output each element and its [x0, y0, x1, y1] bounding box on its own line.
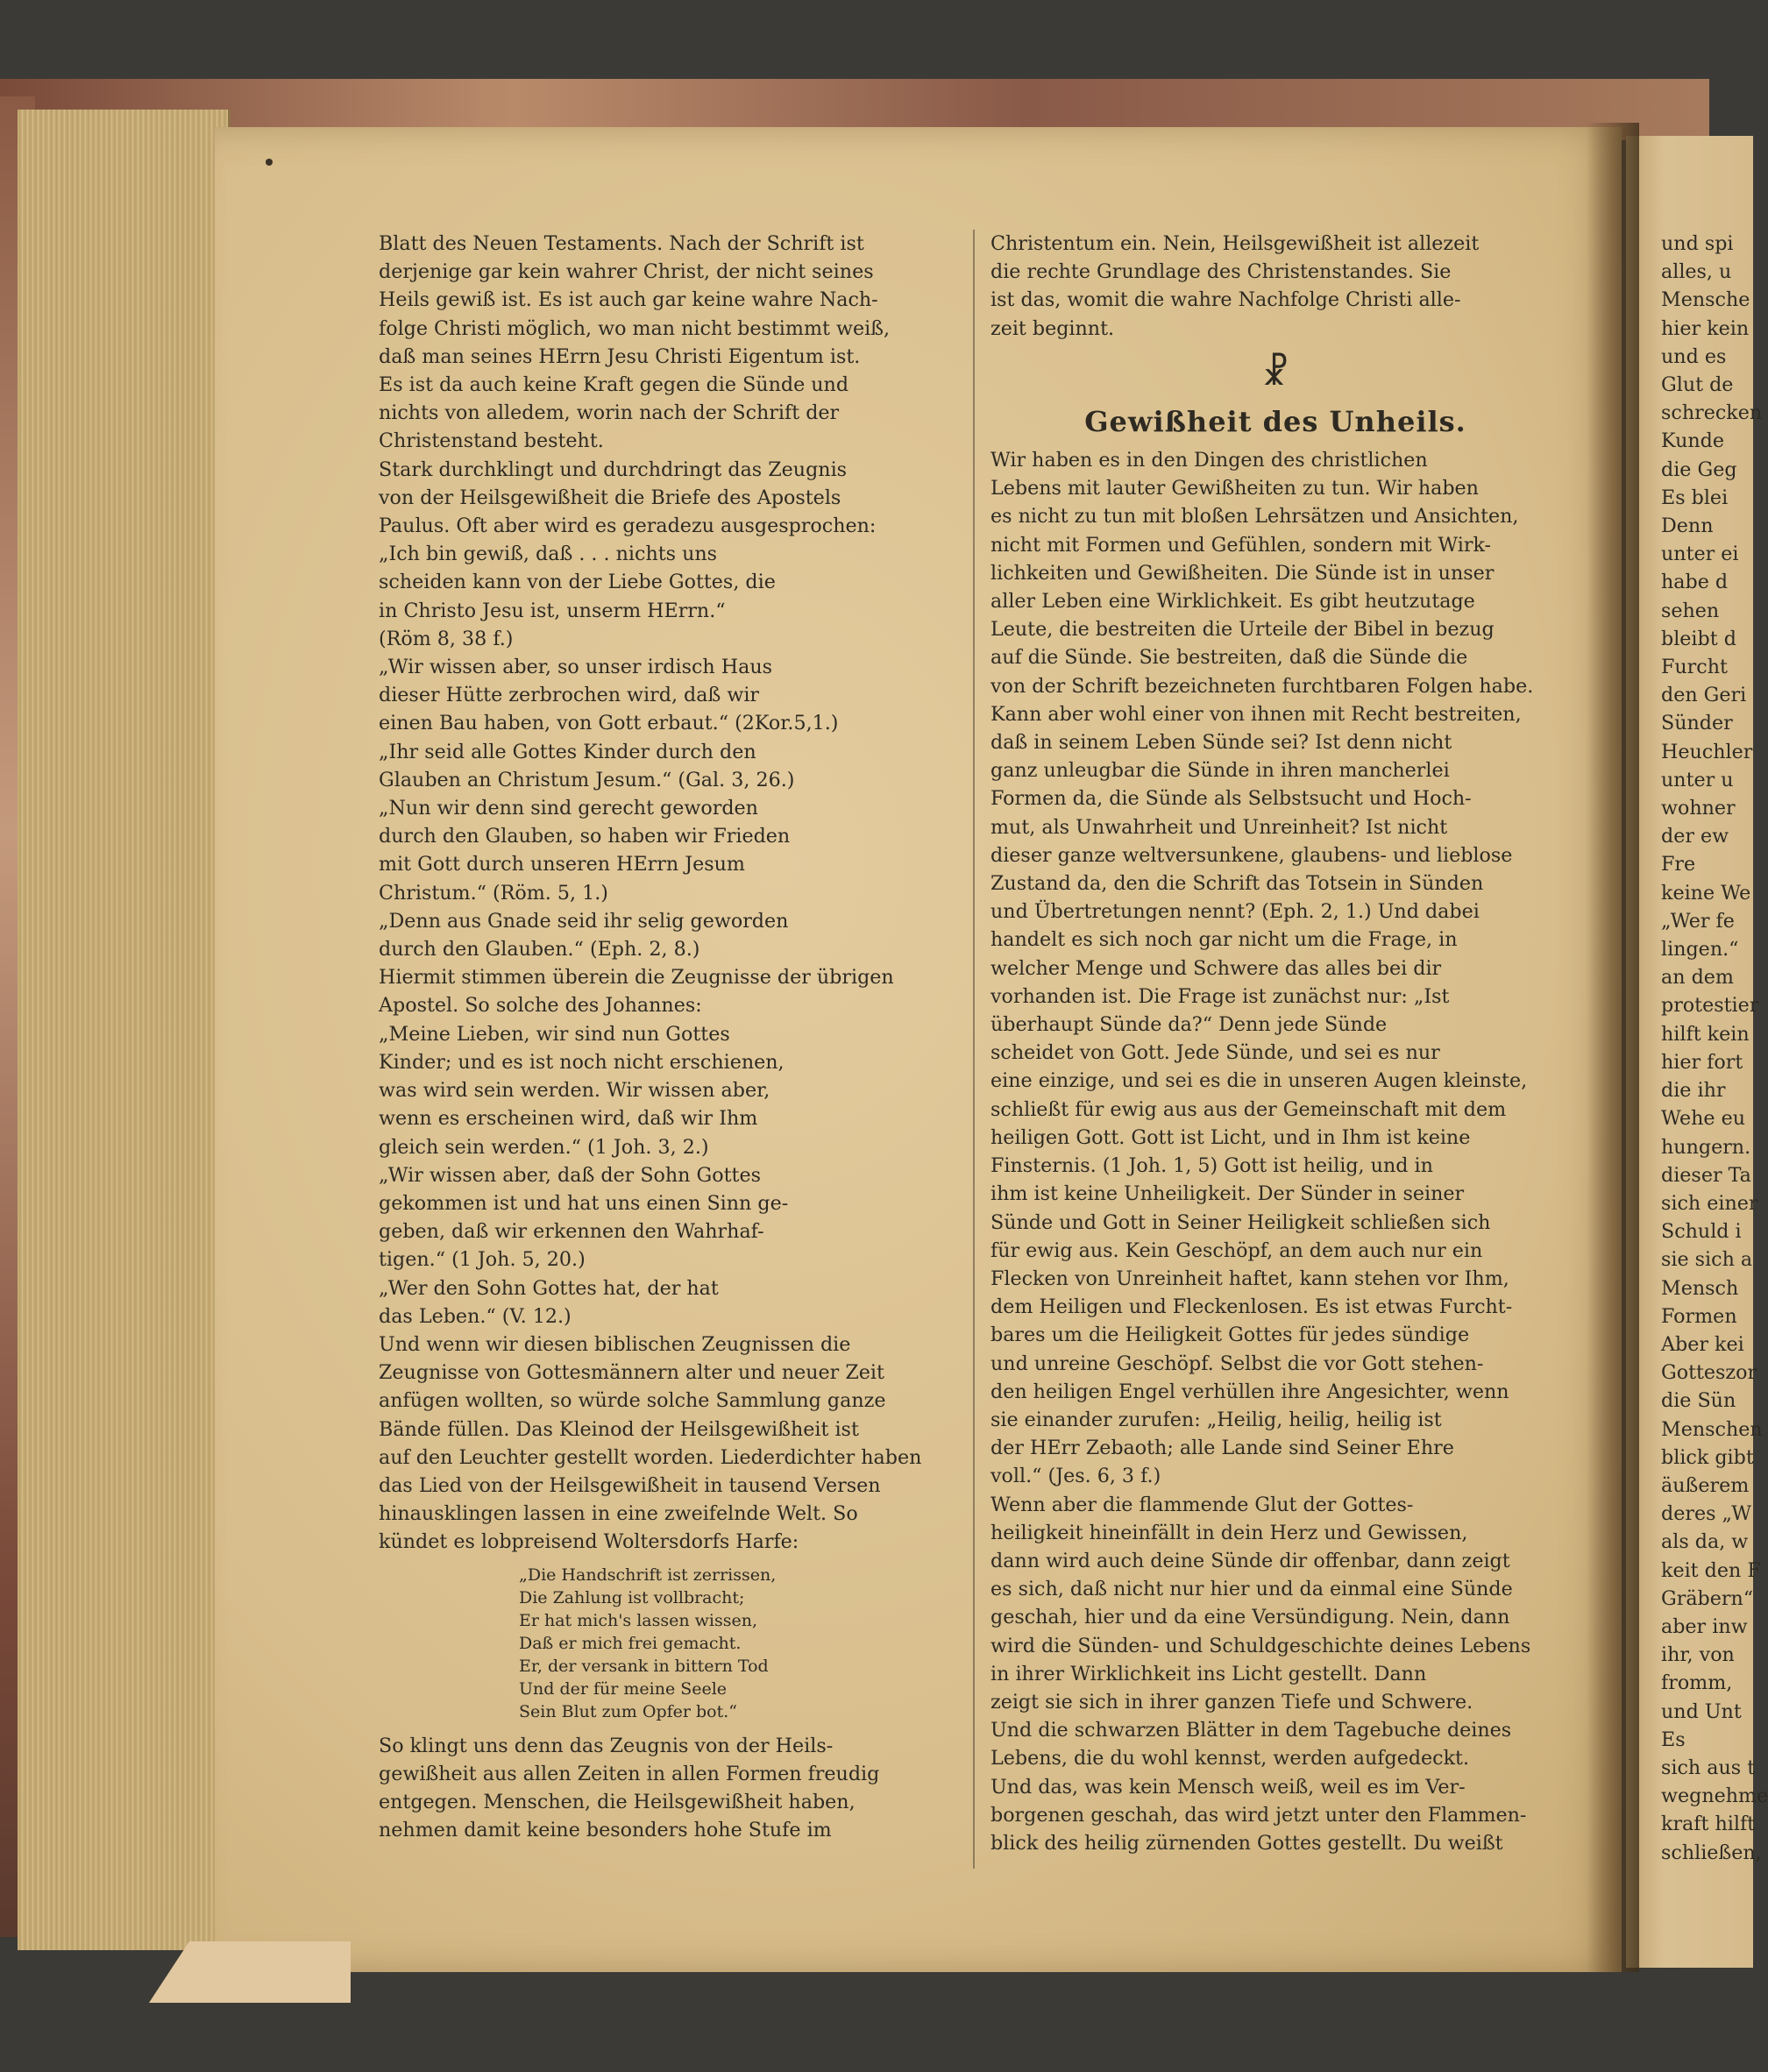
text-line: Bände füllen. Das Kleinod der Heilsgewißheit ist: [379, 1417, 859, 1441]
text-line: Christenstand besteht.: [379, 429, 604, 453]
text-line: es sich, daß nicht nur hier und da einmal eine Sünde: [991, 1578, 1513, 1601]
text-line: Hiermit stimmen überein die Zeugnisse der übrigen: [379, 966, 894, 990]
fragment-line: Gotteszor: [1661, 1361, 1757, 1385]
text-line: ihm ist keine Unheiligkeit. Der Sünder in seiner: [991, 1182, 1465, 1206]
text-line: Kinder; und es ist noch nicht erschienen,: [379, 1050, 785, 1074]
text-line: lichkeiten und Gewißheiten. Die Sünde ist in unser: [991, 561, 1495, 585]
text-line: Blatt des Neuen Testaments. Nach der Schrift ist: [379, 232, 864, 255]
text-line: „Ihr seid alle Gottes Kinder durch den: [379, 740, 756, 763]
text-line: vorhanden ist. Die Frage ist zunächst nur: „Ist: [991, 984, 1450, 1008]
text-line: in Christo Jesu ist, unserm HErrn.“: [379, 599, 726, 622]
text-line: überhaupt Sünde da?“ Denn jede Sünde: [991, 1013, 1388, 1037]
poem-line: Und der für meine Seele: [519, 1678, 728, 1699]
text-line: gekommen ist und hat uns einen Sinn ge-: [379, 1191, 789, 1215]
fragment-line: keine We: [1661, 881, 1751, 905]
text-line: mit Gott durch unseren HErrn Jesum: [379, 853, 745, 876]
text-line: Lebens mit lauter Gewißheiten zu tun. Wir haben: [991, 477, 1479, 500]
text-line: für ewig aus. Kein Geschöpf, an dem auch nur ein: [991, 1238, 1483, 1262]
text-line: anfügen wollten, so würde solche Sammlung ganze: [379, 1389, 886, 1413]
fragment-line: „Wer fe: [1661, 909, 1735, 933]
text-line: einen Bau haben, von Gott erbaut.“ (2Kor.5,1.): [379, 712, 839, 735]
right-paragraph-lines: [991, 446, 1560, 1857]
fragment-line: Denn: [1661, 514, 1714, 538]
text-line: Finsternis. (1 Joh. 1, 5) Gott ist heilig, und in: [991, 1154, 1433, 1178]
text-line: schließt für ewig aus aus der Gemeinschaft mit dem: [991, 1097, 1507, 1121]
text-line: Lebens, die du wohl kennst, werden aufgedeckt.: [991, 1747, 1469, 1770]
ornament-icon: ☧: [1261, 352, 1289, 394]
text-line: Wenn aber die flammende Glut der Gottes-: [991, 1493, 1414, 1516]
text-line: „Denn aus Gnade seid ihr selig geworden: [379, 909, 789, 933]
fragment-line: alles, u: [1661, 260, 1732, 284]
fragment-line: Glut de: [1661, 373, 1734, 397]
text-line: heiligen Gott. Gott ist Licht, und in Ihm ist keine: [991, 1125, 1471, 1149]
fragment-line: der ew: [1661, 825, 1729, 848]
fragment-line: Formen: [1661, 1304, 1737, 1328]
text-line: gleich sein werden.“ (1 Joh. 3, 2.): [379, 1135, 709, 1159]
text-line: Zeugnisse von Gottesmännern alter und neuer Zeit: [379, 1361, 884, 1385]
fragment-line: sich einer: [1661, 1191, 1758, 1215]
text-line: durch den Glauben, so haben wir Frieden: [379, 825, 791, 848]
text-line: „Nun wir denn sind gerecht geworden: [379, 797, 758, 820]
text-line: tigen.“ (1 Joh. 5, 20.): [379, 1248, 586, 1272]
text-line: gewißheit aus allen Zeiten in allen Formen freudig: [379, 1762, 880, 1785]
fragment-line: lingen.“: [1661, 938, 1739, 961]
text-line: ganz unleugbar die Sünde in ihren mancherlei: [991, 759, 1450, 783]
section-heading: Gewißheit des Unheils.: [1084, 404, 1466, 438]
fragment-line: den Geri: [1661, 684, 1747, 707]
fragment-line: Gräbern“: [1661, 1586, 1754, 1610]
text-line: kündet es lobpreisend Woltersdorfs Harfe:: [379, 1530, 799, 1554]
poem-line: Sein Blut zum Opfer bot.“: [519, 1701, 737, 1721]
fragment-line: die Geg: [1661, 458, 1737, 481]
fragment-line: Heuchler: [1661, 740, 1753, 763]
poem-block: [379, 1564, 957, 1723]
fragment-line: hier kein: [1661, 316, 1750, 340]
text-line: ist das, womit die wahre Nachfolge Christi alle-: [991, 288, 1461, 312]
text-line: auf die Sünde. Sie bestreiten, daß die Sünde die: [991, 646, 1468, 670]
text-line: bares um die Heiligkeit Gottes für jedes sündige: [991, 1323, 1470, 1347]
text-line: Sünde und Gott in Seiner Heiligkeit schließen sich: [991, 1210, 1491, 1234]
fragment-line: Sünder: [1661, 712, 1733, 735]
fragment-line: schrecken: [1661, 401, 1763, 425]
fragment-line: unter ei: [1661, 543, 1739, 566]
fragment-line: Fre: [1661, 853, 1696, 876]
text-line: zeit beginnt.: [991, 316, 1115, 340]
left-closing-lines: [379, 1732, 957, 1845]
text-line: heiligkeit hineinfällt in dein Herz und Gewissen,: [991, 1521, 1468, 1544]
poem-line: Er, der versank in bittern Tod: [519, 1656, 769, 1676]
text-line: Formen da, die Sünde als Selbstsucht und Hoch-: [991, 787, 1472, 811]
text-line: was wird sein werden. Wir wissen aber,: [379, 1079, 770, 1103]
fragment-line: die ihr: [1661, 1079, 1726, 1103]
text-line: voll.“ (Jes. 6, 3 f.): [991, 1465, 1161, 1488]
page-stack-edge: [18, 110, 231, 1950]
text-line: „Wer den Sohn Gottes hat, der hat: [379, 1276, 719, 1300]
fragment-line: habe d: [1661, 571, 1729, 594]
text-line: entgegen. Menschen, die Heilsgewißheit haben,: [379, 1790, 856, 1813]
text-line: durch den Glauben.“ (Eph. 2, 8.): [379, 938, 700, 961]
poem-line: Daß er mich frei gemacht.: [519, 1633, 742, 1653]
fragment-line: hier fort: [1661, 1050, 1743, 1074]
text-line: dieser Hütte zerbrochen wird, daß wir: [379, 684, 760, 707]
fragment-line: bleibt d: [1661, 627, 1736, 650]
text-line: „Wir wissen aber, so unser irdisch Haus: [379, 656, 773, 679]
fragment-line: Aber kei: [1661, 1332, 1744, 1356]
text-line: scheidet von Gott. Jede Sünde, und sei es nur: [991, 1041, 1440, 1065]
fragment-line: Mensch: [1661, 1276, 1739, 1300]
poem-line: „Die Handschrift ist zerrissen,: [519, 1565, 777, 1585]
text-line: Glauben an Christum Jesum.“ (Gal. 3, 26.): [379, 768, 795, 791]
left-paragraph-lines: [379, 230, 957, 1557]
right-text-column: [991, 230, 1560, 1857]
text-line: in ihrer Wirklichkeit ins Licht gestellt. Dann: [991, 1662, 1427, 1685]
text-line: Zustand da, den die Schrift das Totsein in Sünden: [991, 872, 1484, 896]
text-line: von der Schrift bezeichneten furchtbaren Folgen habe.: [991, 674, 1534, 698]
fragment-line: sich aus t: [1661, 1756, 1756, 1779]
poem-line: Die Zahlung ist vollbracht;: [519, 1587, 745, 1607]
fragment-line: die Sün: [1661, 1389, 1736, 1413]
fragment-line: sehen: [1661, 599, 1720, 622]
text-line: derjenige gar kein wahrer Christ, der nicht seines: [379, 260, 874, 284]
fragment-line: Kunde: [1661, 429, 1725, 453]
text-line: Christentum ein. Nein, Heilsgewißheit ist allezeit: [991, 232, 1480, 255]
text-line: Christum.“ (Röm. 5, 1.): [379, 881, 608, 905]
fragment-line: dieser Ta: [1661, 1163, 1751, 1187]
page-tab: [149, 1941, 351, 2003]
text-line: sie einander zurufen: „Heilig, heilig, heilig ist: [991, 1408, 1442, 1431]
text-line: nehmen damit keine besonders hohe Stufe im: [379, 1819, 832, 1842]
text-line: dieser ganze weltversunkene, glaubens- und lieblose: [991, 843, 1513, 867]
fragment-line: Schuld i: [1661, 1220, 1742, 1244]
next-page-column-fragment: [1661, 230, 1768, 1867]
fragment-line: wegnehme: [1661, 1785, 1768, 1808]
fragment-line: und Unt: [1661, 1699, 1742, 1723]
text-line: eine einzige, und sei es die in unseren Augen kleinste,: [991, 1069, 1528, 1093]
fragment-line: fromm,: [1661, 1671, 1733, 1695]
text-line: „Ich bin gewiß, daß . . . nichts uns: [379, 543, 718, 566]
text-line: Flecken von Unreinheit haftet, kann stehen vor Ihm,: [991, 1267, 1509, 1290]
text-line: handelt es sich noch gar nicht um die Frage, in: [991, 928, 1458, 952]
text-line: nicht mit Formen und Gefühlen, sondern mit Wirk-: [991, 533, 1492, 557]
fragment-line: und es: [1661, 344, 1727, 368]
text-line: von der Heilsgewißheit die Briefe des Apostels: [379, 486, 841, 509]
fragment-line: hungern.: [1661, 1135, 1751, 1159]
fragment-line: protestier: [1661, 994, 1759, 1018]
text-line: borgenen geschah, das wird jetzt unter den Flammen-: [991, 1803, 1527, 1827]
fragment-line: kraft hilft: [1661, 1813, 1756, 1836]
fragment-line: als da, w: [1661, 1530, 1749, 1554]
text-line: wird die Sünden- und Schuldgeschichte deines Lebens: [991, 1634, 1531, 1657]
text-line: daß man seines HErrn Jesu Christi Eigentum ist.: [379, 344, 861, 368]
text-line: nichts von alledem, worin nach der Schrift der: [379, 401, 840, 425]
left-text-column: [379, 230, 957, 1844]
text-line: blick des heilig zürnenden Gottes gestellt. Du weißt: [991, 1831, 1503, 1855]
column-divider: [973, 230, 975, 1869]
fragment-line: Es: [1661, 1728, 1686, 1751]
fragment-line: Wehe eu: [1661, 1107, 1746, 1131]
text-line: Kann aber wohl einer von ihnen mit Recht bestreiten,: [991, 702, 1522, 726]
fragment-line: unter u: [1661, 768, 1734, 791]
text-line: Und das, was kein Mensch weiß, weil es im Ver-: [991, 1775, 1466, 1799]
text-line: Paulus. Oft aber wird es geradezu ausgesprochen:: [379, 514, 877, 538]
text-line: den heiligen Engel verhüllen ihre Angesichter, wenn: [991, 1380, 1509, 1403]
fragment-line: keit den F: [1661, 1558, 1761, 1582]
text-line: aller Leben eine Wirklichkeit. Es gibt heutzutage: [991, 590, 1475, 614]
fragment-line: und spi: [1661, 232, 1734, 255]
text-line: zeigt sie sich in ihrer ganzen Tiefe und Schwere.: [991, 1690, 1473, 1714]
fragment-line: Mensche: [1661, 288, 1750, 312]
fragment-line: ihr, von: [1661, 1643, 1735, 1667]
text-line: daß in seinem Leben Sünde sei? Ist denn nicht: [991, 731, 1452, 755]
fragment-line: schließen,: [1661, 1841, 1762, 1864]
fragment-line: deres „W: [1661, 1502, 1752, 1526]
text-line: scheiden kann von der Liebe Gottes, die: [379, 571, 776, 594]
text-line: die rechte Grundlage des Christenstandes. Sie: [991, 260, 1452, 284]
right-opening-lines: [991, 230, 1560, 343]
text-line: Heils gewiß ist. Es ist auch gar keine wahre Nach-: [379, 288, 878, 312]
text-line: wenn es erscheinen wird, daß wir Ihm: [379, 1107, 758, 1131]
text-line: auf den Leuchter gestellt worden. Liederdichter haben: [379, 1445, 922, 1469]
fragment-line: an dem: [1661, 966, 1734, 990]
fragment-line: blick gibt: [1661, 1445, 1754, 1469]
text-line: geschah, hier und da eine Versündigung. Nein, dann: [991, 1606, 1510, 1629]
text-line: Leute, die bestreiten die Urteile der Bibel in bezug: [991, 618, 1495, 642]
text-line: „Wir wissen aber, daß der Sohn Gottes: [379, 1163, 761, 1187]
page-gutter: [1587, 123, 1639, 1972]
fragment-line: äußerem: [1661, 1473, 1750, 1497]
text-line: Und wenn wir diesen biblischen Zeugnissen die: [379, 1332, 851, 1356]
text-line: dann wird auch deine Sünde dir offenbar, dann zeigt: [991, 1549, 1510, 1572]
text-line: dem Heiligen und Fleckenlosen. Es ist etwas Furcht-: [991, 1295, 1513, 1319]
poem-line: Er hat mich's lassen wissen,: [519, 1610, 758, 1630]
fragment-line: Es blei: [1661, 486, 1729, 509]
fragment-line: wohner: [1661, 797, 1736, 820]
text-line: Und die schwarzen Blätter in dem Tagebuche deines: [991, 1719, 1512, 1742]
text-line: das Lied von der Heilsgewißheit in tausend Versen: [379, 1473, 881, 1497]
text-line: und Übertretungen nennt? (Eph. 2, 1.) Und dabei: [991, 900, 1480, 924]
text-line: Wir haben es in den Dingen des christlichen: [991, 449, 1428, 472]
text-line: geben, daß wir erkennen den Wahrhaf-: [379, 1220, 764, 1244]
text-line: „Meine Lieben, wir sind nun Gottes: [379, 1022, 730, 1046]
text-line: So klingt uns denn das Zeugnis von der Heils-: [379, 1734, 834, 1757]
fragment-line: sie sich a: [1661, 1248, 1753, 1272]
text-line: mut, als Unwahrheit und Unreinheit? Ist nicht: [991, 815, 1448, 839]
text-line: Stark durchklingt und durchdringt das Zeugnis: [379, 458, 848, 481]
text-line: (Röm 8, 38 f.): [379, 627, 514, 650]
text-line: das Leben.“ (V. 12.): [379, 1304, 572, 1328]
fragment-line: Furcht: [1661, 656, 1728, 679]
text-line: folge Christi möglich, wo man nicht bestimmt weiß,: [379, 316, 891, 340]
fragment-line: aber inw: [1661, 1614, 1748, 1638]
text-line: und unreine Geschöpf. Selbst die vor Gott stehen-: [991, 1352, 1484, 1375]
text-line: hinausklingen lassen in eine zweifelnde Welt. So: [379, 1502, 858, 1526]
text-line: es nicht zu tun mit bloßen Lehrsätzen und Ansichten,: [991, 505, 1519, 529]
fragment-line: Menschen: [1661, 1417, 1763, 1441]
text-line: Apostel. So solche des Johannes:: [379, 994, 702, 1018]
text-line: welcher Menge und Schwere das alles bei dir: [991, 956, 1442, 980]
text-line: Es ist da auch keine Kraft gegen die Sünde und: [379, 373, 849, 397]
fragment-line: hilft kein: [1661, 1022, 1750, 1046]
text-line: der HErr Zebaoth; alle Lande sind Seiner Ehre: [991, 1437, 1454, 1460]
ink-dot: [266, 159, 273, 166]
